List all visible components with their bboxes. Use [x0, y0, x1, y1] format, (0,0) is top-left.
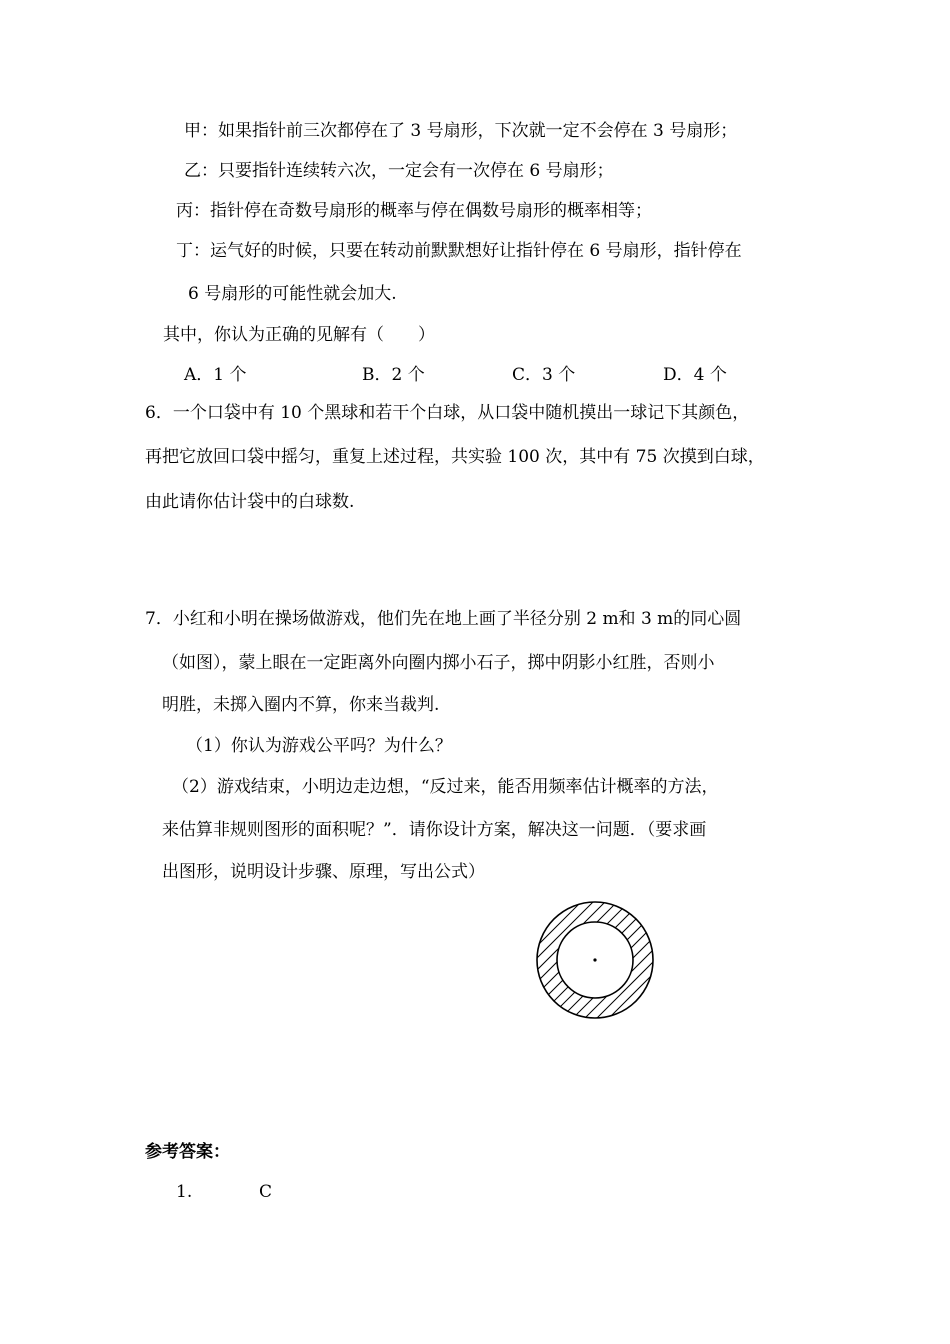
- q7-subquestion-2-line2: 来估算非规则图形的面积呢？”．请你设计方案，解决这一问题．（要求画: [162, 820, 707, 840]
- q6-line3: 由此请你估计袋中的白球数.: [145, 492, 355, 512]
- q5-statement-ding-line1: 丁：运气好的时候，只要在转动前默默想好让指针停在 6 号扇形，指针停在: [176, 241, 742, 261]
- center-point: [593, 958, 596, 961]
- q7-subquestion-2-line3: 出图形，说明设计步骤、原理，写出公式）: [162, 862, 485, 882]
- answer-1-value: C: [259, 1182, 273, 1202]
- q5-option-b: B．2 个: [362, 365, 425, 385]
- q5-question: 其中，你认为正确的见解有（ ）: [163, 325, 435, 345]
- q7-line2: （如图），蒙上眼在一定距离外向圈内掷小石子，掷中阴影小红胜，否则小: [162, 653, 715, 673]
- q5-statement-yi: 乙：只要指针连续转六次，一定会有一次停在 6 号扇形；: [184, 161, 614, 181]
- q5-statement-ding-line2: 6 号扇形的可能性就会加大.: [188, 284, 397, 304]
- q5-statement-bing: 丙：指针停在奇数号扇形的概率与停在偶数号扇形的概率相等；: [176, 201, 652, 221]
- answer-1-number: 1.: [176, 1182, 193, 1202]
- answers-heading: 参考答案：: [145, 1142, 230, 1162]
- q7-subquestion-1: （1）你认为游戏公平吗？为什么？: [186, 736, 452, 756]
- q5-statement-jia: 甲：如果指针前三次都停在了 3 号扇形，下次就一定不会停在 3 号扇形；: [184, 121, 738, 141]
- q7-line3: 明胜，未掷入圈内不算，你来当裁判.: [162, 695, 440, 715]
- concentric-circles-figure: [530, 895, 660, 1025]
- q6-line1: 6．一个口袋中有 10 个黑球和若干个白球，从口袋中随机摸出一球记下其颜色，: [145, 403, 750, 423]
- q6-line2: 再把它放回口袋中摇匀，重复上述过程，共实验 100 次，其中有 75 次摸到白球，: [145, 447, 765, 467]
- q7-line1: 7．小红和小明在操场做游戏，他们先在地上画了半径分别 2 m和 3 m的同心圆: [145, 609, 742, 629]
- q5-option-c: C．3 个: [512, 365, 576, 385]
- q5-option-a: A．1 个: [184, 365, 247, 385]
- q5-option-d: D．4 个: [663, 365, 727, 385]
- q7-subquestion-2-line1: （2）游戏结束，小明边走边想，“反过来，能否用频率估计概率的方法，: [172, 777, 719, 797]
